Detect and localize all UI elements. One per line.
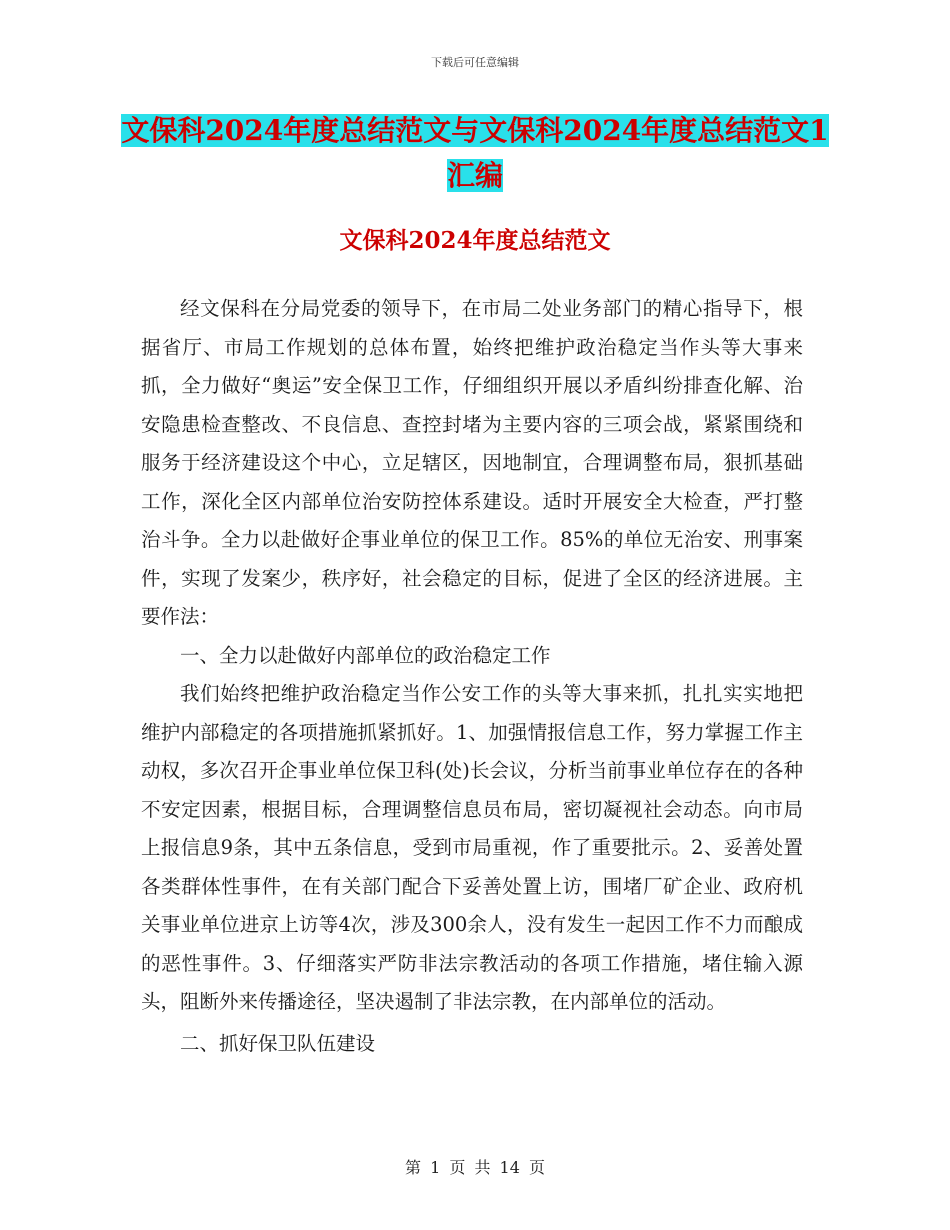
paragraph-political-stability: 我们始终把维护政治稳定当作公安工作的头等大事来抓，扎扎实实地把维护内部稳定的各项措施抓紧抓好。1、加强情报信息工作，努力掌握工作主动权，多次召开企事业单位保卫科(处)长会议，分析当前事业单位存在的各种不安定因素，根据目标，合理调整信息员布局，密切凝视社会动态。向市局上报信息9条，其中五条信息，受到市局重视，作了重要批示。2、妥善处置各类群体性事件，在有关部门配合下妥善处置上访，围堵厂矿企业、政府机关事业单位进京上访等4次，涉及300余人，没有发生一起因工作不力而酿成的恶性事件。3、仔细落实严防非法宗教活动的各项工作措施，堵住输入源头，阻断外来传播途径，坚决遏制了非法宗教，在内部单位的活动。 xyxy=(141,682,803,1013)
page-number: 第 1 页 共 14 页 xyxy=(405,1158,545,1177)
subheading-2: 二、抓好保卫队伍建设 xyxy=(180,1031,376,1055)
document-title-text: 文保科2024年度总结范文与文保科2024年度总结范文1汇编 xyxy=(121,114,829,192)
subheading-1: 一、全力以赴做好内部单位的政治稳定工作 xyxy=(180,643,551,667)
paragraph-intro: 经文保科在分局党委的领导下，在市局二处业务部门的精心指导下，根据省厅、市局工作规划的总体布置，始终把维护政治稳定当作头等大事来抓，全力做好“奥运”安全保卫工作，仔细组织开展以矛盾纠纷排查化解、治安隐患检查整改、不良信息、查控封堵为主要内容的三项会战，紧紧围绕和服务于经济建设这个中心，立足辖区，因地制宜，合理调整布局，狠抓基础工作，深化全区内部单位治安防控体系建设。适时开展安全大检查，严打整治斗争。全力以赴做好企事业单位的保卫工作。85%的单位无治安、刑事案件，实现了发案少，秩序好，社会稳定的目标，促进了全区的经济进展。主要作法： xyxy=(141,297,803,628)
document-body xyxy=(141,290,803,1063)
document-title xyxy=(120,108,830,198)
header-note: 下载后可任意编辑 xyxy=(431,56,519,69)
section-title: 文保科2024年度总结范文 xyxy=(339,227,611,254)
